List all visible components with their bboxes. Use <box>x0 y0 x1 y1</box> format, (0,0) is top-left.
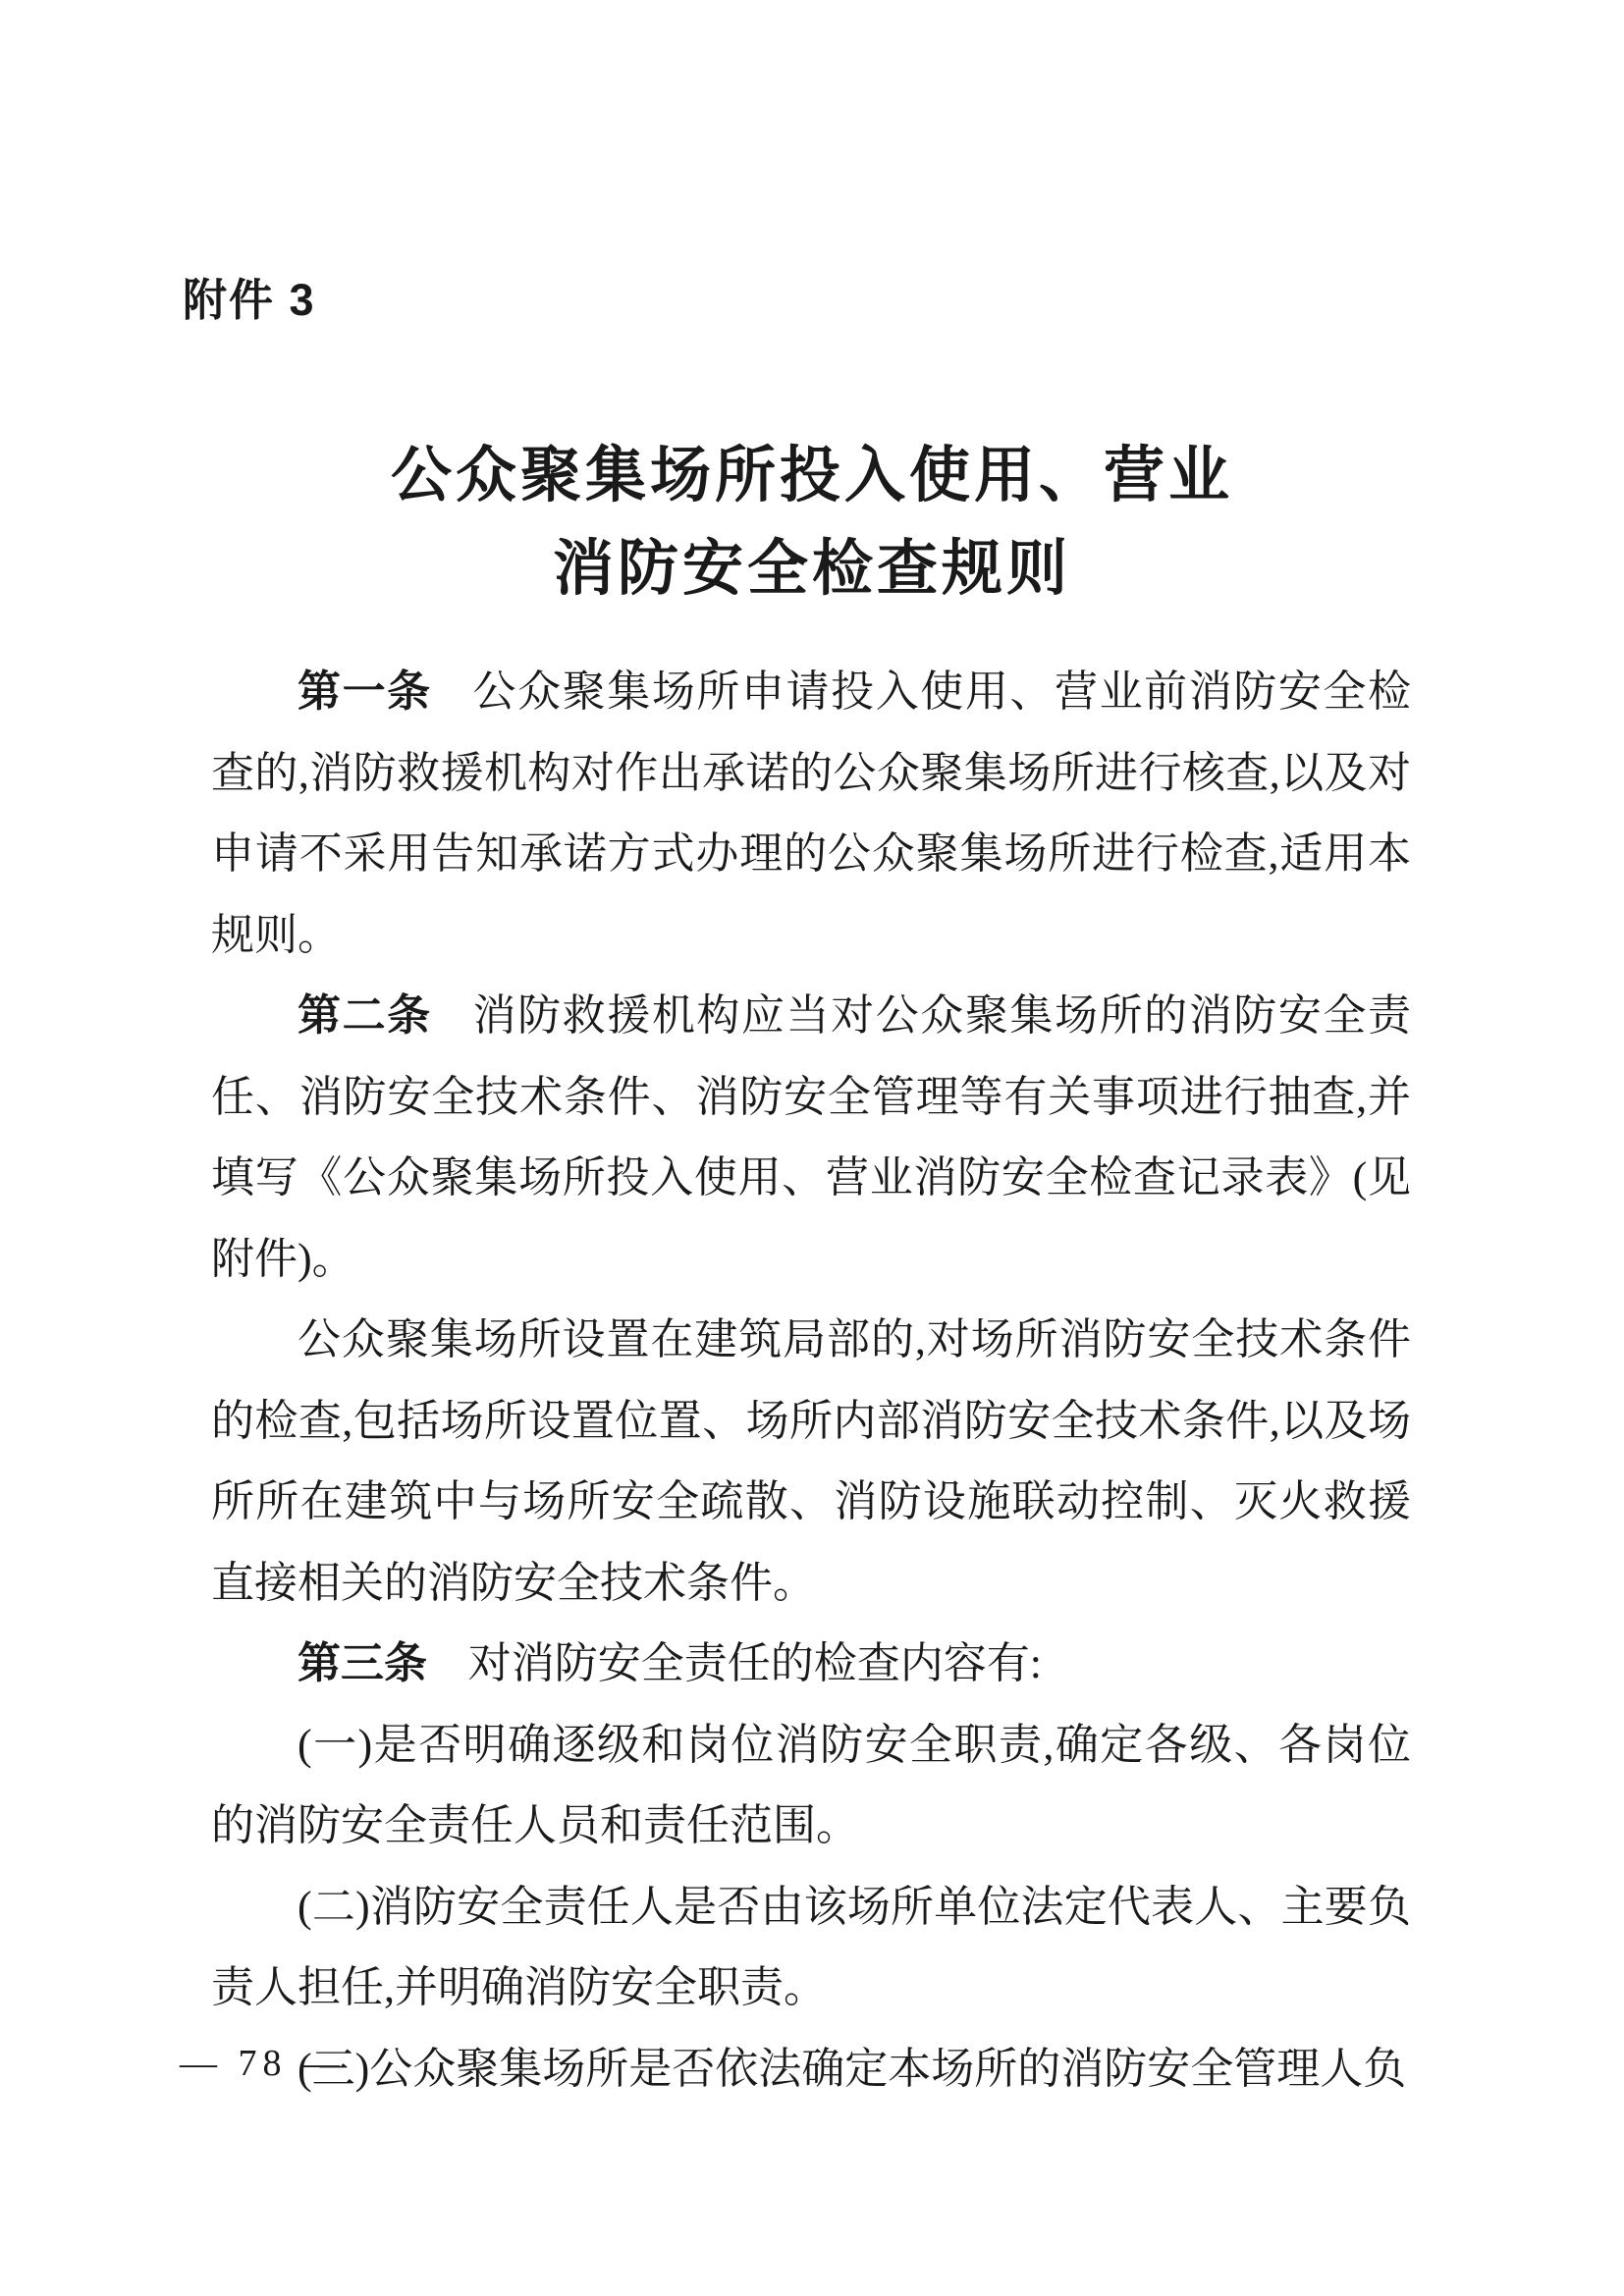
paragraph-item-3 <box>211 2029 1411 2110</box>
article-3-text: 对消防安全责任的检查内容有: <box>467 1639 1043 1687</box>
document-title <box>0 430 1624 616</box>
document-title-line-1: 公众聚集场所投入使用、营业 <box>390 443 1233 509</box>
item-1-text: (一)是否明确逐级和岗位消防安全职责,确定各级、各岗位的消防安全责任人员和责任范围。 <box>211 1720 1411 1849</box>
article-2-lead: 第二条 <box>298 991 432 1040</box>
item-3-text: (三)公众聚集场所是否依法确定本场所的消防安全管理人负 <box>298 2044 1407 2093</box>
article-3-lead: 第三条 <box>298 1639 427 1687</box>
article-2-text: 消防救援机构应当对公众聚集场所的消防安全责任、消防安全技术条件、消防安全管理等有关事项进行抽查,并填写《公众聚集场所投入使用、营业消防安全检查记录表》(见附件)。 <box>211 991 1412 1283</box>
article-1-text: 公众聚集场所申请投入使用、营业前消防安全检查的,消防救援机构对作出承诺的公众聚集场所进行核查,以及对申请不采用告知承诺方式办理的公众聚集场所进行检查,适用本规则。 <box>211 667 1412 959</box>
paragraph-article-2-continued <box>211 1300 1411 1624</box>
article-2b-text: 公众聚集场所设置在建筑局部的,对场所消防安全技术条件的检查,包括场所设置位置、场所内部消防安全技术条件,以及场所所在建筑中与场所安全疏散、消防设施联动控制、灭火救援直接相关的消防安全技术条件。 <box>211 1315 1411 1607</box>
paragraph-item-1 <box>211 1705 1411 1867</box>
item-2-text: (二)消防安全责任人是否由该场所单位法定代表人、主要负责人担任,并明确消防安全职责。 <box>211 1882 1411 2011</box>
attachment-label: 附件 3 <box>183 275 316 325</box>
page-number: — 78 — <box>180 2043 346 2084</box>
paragraph-article-1 <box>211 652 1411 976</box>
article-1-lead: 第一条 <box>298 667 432 716</box>
document-title-line-2: 消防安全检查规则 <box>552 536 1071 603</box>
paragraph-article-3 <box>211 1624 1411 1705</box>
paragraph-article-2 <box>211 976 1411 1300</box>
paragraph-item-2 <box>211 1867 1411 2029</box>
document-body <box>211 652 1411 2109</box>
